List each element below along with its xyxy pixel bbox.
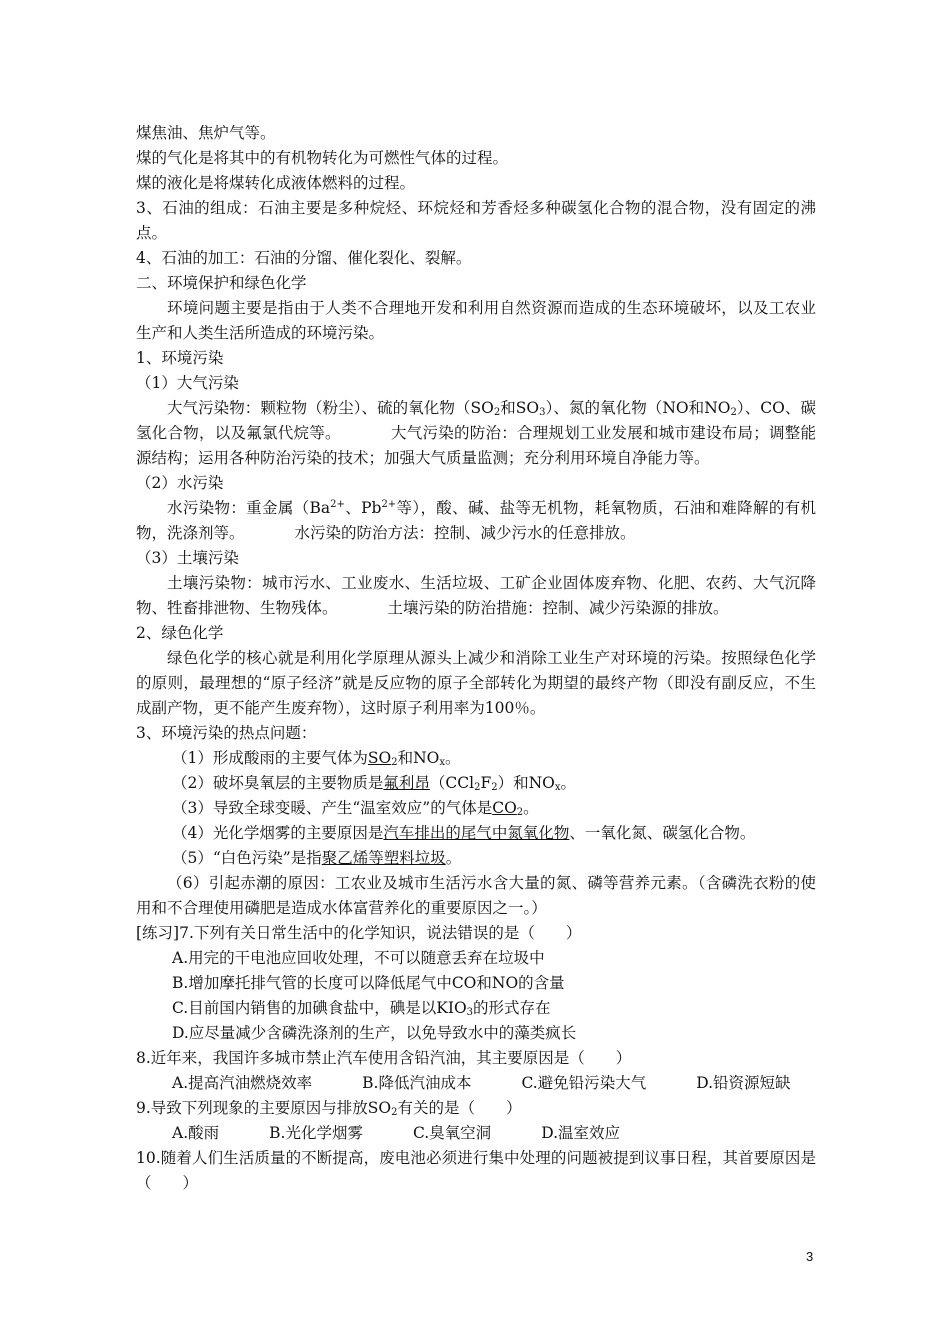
hot-item-6: （6）引起赤潮的原因：工农业及城市生活污水含大量的氮、磷等营养元素。（含磷洗衣粉的使用和不合理使用磷肥是造成水体富营养化的重要原因之一。） — [136, 874, 816, 917]
text-span: ）、CO、碳氢化合物，以及氟氯代烷等。 — [136, 399, 816, 442]
text-span: （3）导致全球变暖、产生“温室效应”的气体是 — [172, 799, 493, 817]
text-span: 、一氧化氮、碳氢化合物。 — [569, 824, 756, 842]
subsection-heading: 1、环境污染 — [136, 349, 224, 367]
subscript: x — [439, 757, 445, 768]
subscript: 2 — [493, 407, 501, 418]
question-7: [练习]7.下列有关日常生活中的化学知识，说法错误的是（ ） — [136, 924, 582, 942]
text-span: 。 — [445, 749, 461, 767]
text-line: 煤焦油、焦炉气等。 — [136, 124, 276, 142]
option-c: C.臭氧空洞 — [412, 1124, 492, 1142]
option-a: A.酸雨 — [172, 1124, 220, 1142]
text-span: 等），酸、碱、盐等无机物，耗氧物质，石油和难降解的有机物，洗涤剂等。 — [136, 499, 816, 542]
hot-item-2 — [136, 771, 816, 796]
option-d: D.应尽量减少含磷洗涤剂的生产，以免导致水中的藻类疯长 — [172, 1024, 577, 1042]
question-8: 8.近年来，我国许多城市禁止汽车使用含铅汽油，其主要原因是（ ） — [136, 1049, 632, 1067]
option-c: C.避免铅污染大气 — [521, 1074, 647, 1092]
subsection-heading: （1）大气污染 — [136, 374, 239, 392]
subscript: 2 — [730, 407, 737, 418]
text-span: C.目前国内销售的加碘食盐中，碘是以KIO — [172, 999, 467, 1017]
text-span: 、Pb — [344, 499, 382, 517]
text-span: （1）形成酸雨的主要气体为 — [172, 749, 368, 767]
option-b: B.增加摩托排气管的长度可以降低尾气中CO和NO的含量 — [172, 974, 565, 992]
paragraph-water — [136, 496, 816, 546]
text-span: 土壤污染的防治措施：控制、减少污染源的排放。 — [387, 599, 729, 617]
text-span: （2）破坏臭氧层的主要物质是 — [172, 774, 384, 792]
option-a: A.提高汽油燃烧效率 — [172, 1074, 313, 1092]
paragraph: 环境问题主要是指由于人类不合理地开发和利用自然资源而造成的生态环境破坏，以及工农业生产和人类生活所造成的环境污染。 — [136, 299, 816, 342]
underlined-term: 聚乙烯等塑料垃圾 — [321, 849, 446, 867]
text-span: 大气污染的防治：合理规划工业发展和城市建设布局；调整能源结构；运用各种防治污染的技术；加强大气质量监测；充分利用环境自净能力等。 — [136, 424, 816, 467]
superscript: 2+ — [381, 499, 397, 510]
superscript: 2+ — [330, 499, 345, 510]
text-span: （4）光化学烟雾的主要原因是 — [172, 824, 384, 842]
underlined-term: 汽车排出的尾气中氮氧化物 — [383, 824, 570, 842]
underlined-term: 氟利昂 — [383, 774, 430, 792]
option-b: B.降低汽油成本 — [362, 1074, 472, 1092]
question-9 — [136, 1096, 816, 1121]
text-span: 的形式存在 — [473, 999, 551, 1017]
hot-item-3 — [136, 796, 816, 821]
text-span: 水污染的防治方法：控制、减少污水的任意排放。 — [294, 524, 636, 542]
hot-item-4 — [136, 821, 816, 846]
subscript: x — [554, 782, 561, 793]
page-number: 3 — [806, 1249, 814, 1264]
underlined-term — [492, 799, 523, 817]
subscript: 2 — [391, 1107, 398, 1118]
subscript: 2 — [516, 807, 524, 818]
subscript: 2 — [474, 782, 481, 793]
paragraph-air — [136, 396, 816, 471]
hot-item-5 — [136, 846, 816, 871]
subscript: 3 — [539, 407, 546, 418]
text-span: 9.导致下列现象的主要原因与排放SO — [136, 1099, 392, 1117]
text-span: 。 — [523, 799, 539, 817]
subscript: 2 — [491, 782, 498, 793]
subsection-heading: 2、绿色化学 — [136, 624, 224, 642]
text-span: （CCl — [429, 774, 475, 792]
page-content — [136, 121, 816, 1196]
paragraph-green: 绿色化学的核心就是利用化学原理从源头上减少和消除工业生产对环境的污染。按照绿色化学的原则，最理想的“原子经济”就是反应物的原子全部转化为期望的最终产物（即没有副反应，不生成副产物，更不能产生废弃物），这时原子利用率为100％。 — [136, 649, 816, 717]
text-span: CO — [492, 799, 517, 817]
subscript: 2 — [391, 757, 398, 768]
text-span: （5）“白色污染”是指 — [172, 849, 322, 867]
paragraph-soil — [136, 571, 816, 621]
text-line: 3、石油的组成：石油主要是多种烷烃、环烷烃和芳香烃多种碳氢化合物的混合物，没有固定的沸点。 — [136, 199, 816, 242]
text-span: 有关的是（ ） — [397, 1099, 522, 1117]
subsection-heading: （3）土壤污染 — [136, 549, 239, 567]
text-line: 煤的气化是将其中的有机物转化为可燃性气体的过程。 — [136, 149, 509, 167]
text-span: 水污染物：重金属（Ba — [167, 499, 331, 517]
option-b: B.光化学烟雾 — [269, 1124, 363, 1142]
text-span: 大气污染物：颗粒物（粉尘）、硫的氧化物（SO — [167, 399, 494, 417]
text-span: 和NO — [397, 749, 440, 767]
subsection-heading: （2）水污染 — [136, 474, 224, 492]
text-span: 。 — [445, 849, 462, 867]
option-d: D.铅资源短缺 — [696, 1074, 791, 1092]
option-a: A.用完的干电池应回收处理，不可以随意丢弃在垃圾中 — [172, 949, 545, 967]
text-line: 煤的液化是将煤转化成液体燃料的过程。 — [136, 174, 416, 192]
subscript: 3 — [466, 1007, 474, 1018]
text-span: SO — [367, 749, 392, 767]
subsection-heading: 3、环境污染的热点问题： — [136, 724, 317, 742]
underlined-term — [368, 749, 398, 767]
section-heading: 二、环境保护和绿色化学 — [136, 274, 307, 292]
text-span: F — [480, 774, 492, 792]
text-span: ）、氮的氧化物（NO和NO — [545, 399, 731, 417]
text-span: 土壤污染物：城市污水、工业废水、生活垃圾、工矿企业固体废弃物、化肥、农药、大气沉降物、牲畜排泄物、生物残体。 — [136, 574, 816, 617]
text-span: ）和NO — [497, 774, 555, 792]
text-span: 。 — [560, 774, 577, 792]
text-span: 和SO — [500, 399, 540, 417]
hot-item-1 — [136, 746, 816, 771]
question-8-options — [136, 1071, 816, 1096]
option-d: D.温室效应 — [541, 1124, 621, 1142]
text-line: 4、石油的加工：石油的分馏、催化裂化、裂解。 — [136, 249, 472, 267]
question-10: 10.随着人们生活质量的不断提高，废电池必须进行集中处理的问题被提到议事日程，其首要原因是（ ） — [136, 1149, 816, 1192]
option-c — [136, 996, 816, 1021]
question-9-options — [136, 1121, 816, 1146]
